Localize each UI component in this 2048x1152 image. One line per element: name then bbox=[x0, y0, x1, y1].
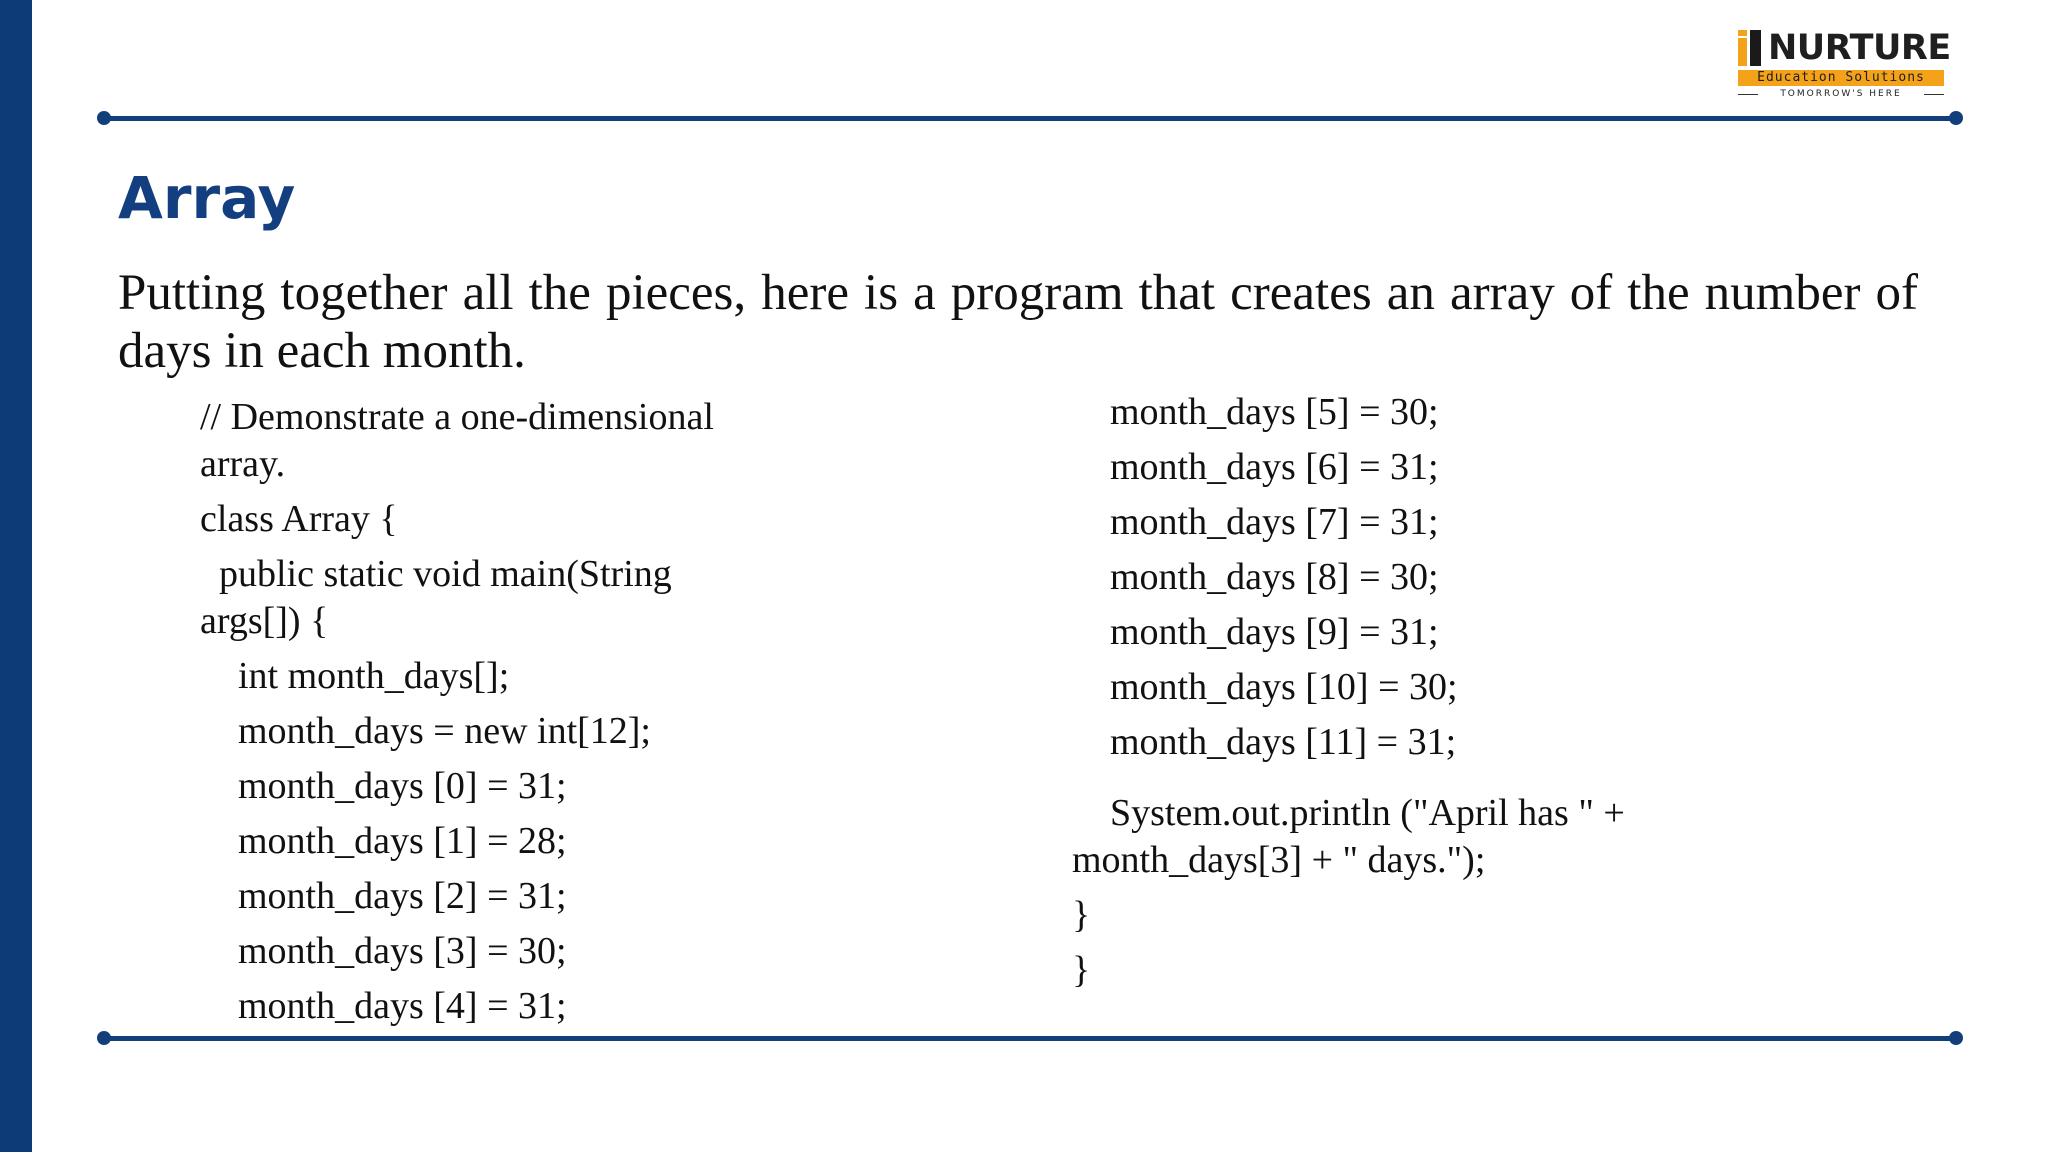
code-line: month_days [1] = 28; bbox=[200, 820, 567, 862]
code-left-column bbox=[200, 394, 714, 1030]
code-line: month_days = new int[12]; bbox=[200, 710, 651, 752]
bottom-divider-right-dot bbox=[1949, 1031, 1963, 1045]
bottom-divider-left-dot bbox=[97, 1031, 111, 1045]
left-accent-bar bbox=[0, 0, 32, 1152]
code-line: } bbox=[1072, 894, 1091, 936]
code-line: array. bbox=[200, 443, 286, 485]
top-divider-right-dot bbox=[1949, 111, 1963, 125]
top-divider bbox=[103, 116, 1957, 121]
code-line: month_days [0] = 31; bbox=[200, 765, 567, 807]
code-line: month_days [5] = 30; bbox=[1072, 391, 1439, 433]
code-line: month_days [8] = 30; bbox=[1072, 556, 1439, 598]
code-right-column bbox=[1072, 389, 1625, 994]
top-divider-left-dot bbox=[97, 111, 111, 125]
bottom-divider bbox=[103, 1036, 1957, 1041]
nurture-logo bbox=[1738, 26, 1952, 106]
code-line: month_days [7] = 31; bbox=[1072, 501, 1439, 543]
code-line: // Demonstrate a one-dimensional bbox=[200, 396, 714, 438]
logo-subtitle: Education Solutions bbox=[1738, 70, 1944, 86]
code-line: System.out.println ("April has " + bbox=[1072, 792, 1625, 834]
logo-tagline: TOMORROW'S HERE bbox=[1738, 88, 1944, 100]
code-line: month_days [9] = 31; bbox=[1072, 611, 1439, 653]
code-line: month_days [10] = 30; bbox=[1072, 666, 1458, 708]
code-line: month_days [6] = 31; bbox=[1072, 446, 1439, 488]
code-line: month_days [11] = 31; bbox=[1072, 721, 1457, 763]
slide-intro: Putting together all the pieces, here is a program that creates an array of the number of days in each month. bbox=[118, 265, 1918, 379]
slide-title: Array bbox=[118, 164, 296, 232]
code-line: month_days [3] = 30; bbox=[200, 930, 567, 972]
code-line: public static void main(String bbox=[200, 553, 672, 595]
code-line: month_days [4] = 31; bbox=[200, 985, 567, 1027]
code-line: month_days[3] + " days."); bbox=[1072, 839, 1486, 881]
logo-brand-text: NURTURE bbox=[1768, 28, 1951, 68]
code-line: } bbox=[1072, 949, 1091, 991]
code-line: class Array { bbox=[200, 498, 398, 540]
logo-i-mark-icon bbox=[1738, 30, 1768, 66]
code-line: args[]) { bbox=[200, 600, 329, 642]
code-line: month_days [2] = 31; bbox=[200, 875, 567, 917]
code-line: int month_days[]; bbox=[200, 655, 510, 697]
